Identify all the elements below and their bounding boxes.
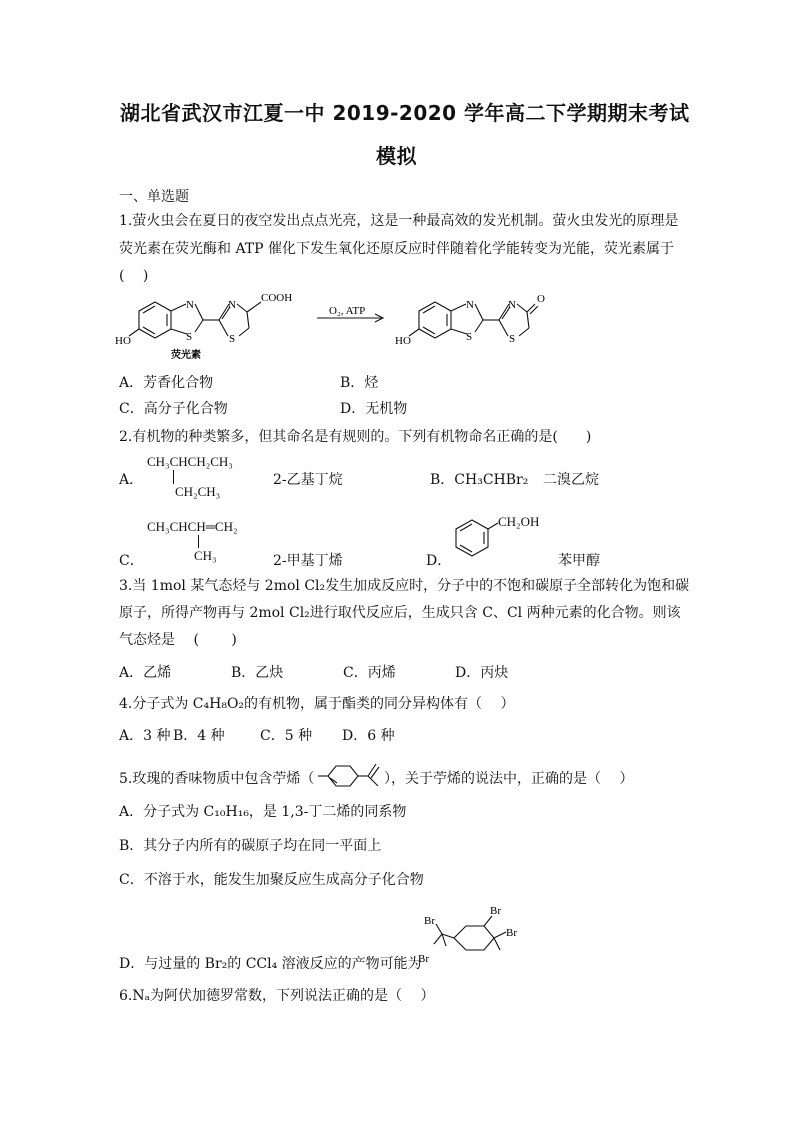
q1-line3: ( ): [119, 268, 149, 284]
q1-line2: 荧光素在荧光酶和 ATP 催化下发生氧化还原反应时伴随着化学能转变为光能，荧光素属于: [119, 241, 675, 257]
label-br: Br: [506, 927, 517, 939]
q4-option-d[interactable]: D．6 种: [342, 728, 395, 744]
label-br: Br: [418, 953, 429, 965]
label-n: N: [466, 299, 474, 311]
label-br: Br: [490, 905, 501, 917]
q4-option-a[interactable]: A．3 种: [119, 728, 171, 744]
q1-option-b[interactable]: B．烃: [340, 375, 379, 391]
label-s: S: [186, 331, 193, 343]
q5-option-d[interactable]: D．与过量的 Br₂的 CCl₄ 溶液反应的产物可能为: [119, 956, 422, 972]
q3-option-a[interactable]: A．乙烯: [119, 665, 172, 681]
q4-stem: 4.分子式为 C₄H₈O₂的有机物，属于酯类的同分异构体有（ ）: [119, 696, 515, 712]
label-n: N: [228, 299, 236, 311]
q2-option-d-label[interactable]: D．: [426, 553, 452, 569]
q2-option-d-substituent: CH₂OH: [498, 514, 540, 529]
q1-option-c[interactable]: C．高分子化合物: [119, 401, 228, 417]
q3-line2: 原子，所得产物再与 2mol Cl₂进行取代反应后，生成只含 C、Cl 两种元素的化合物。则该: [119, 605, 681, 621]
q3-line1: 3.当 1mol 某气态烃与 2mol Cl₂发生加成反应时，分子中的不饱和碳原子全部转化为饱和碳: [119, 578, 690, 594]
q2-option-c-formula-bottom: CH₃: [194, 548, 217, 563]
page-title-line2: 模拟: [376, 144, 417, 168]
q2-option-c-formula-top: CH₃CHCH═CH₂: [147, 519, 238, 534]
q2-option-c-bond: [198, 535, 199, 548]
label-s: S: [229, 333, 236, 345]
q2-option-c-name: 2-甲基丁烯: [273, 553, 343, 569]
q2-option-d-name: 苯甲醇: [558, 553, 600, 569]
q2-option-a-bond: [173, 470, 174, 484]
page-title: 湖北省武汉市江夏一中 2019-2020 学年高二下学期期末考试: [120, 101, 690, 125]
q5-stem-start: 5.玫瑰的香味物质中包含苧烯（: [119, 771, 315, 787]
q2-option-a-formula-top: CH₃CHCH₂CH₃: [147, 454, 233, 469]
q4-option-b[interactable]: B．4 种: [173, 728, 225, 744]
label-n: N: [186, 299, 194, 311]
q3-line3: 气态烃是 ( ): [119, 632, 237, 648]
label-o: O: [537, 293, 545, 305]
label-ho: HO: [395, 335, 411, 347]
label-ho: HO: [115, 335, 131, 347]
q3-option-b[interactable]: B．乙炔: [231, 665, 284, 681]
q3-option-d[interactable]: D．丙炔: [455, 665, 509, 681]
q1-reaction-scheme: [115, 284, 575, 364]
reaction-reagent: O₂, ATP: [329, 305, 366, 317]
label-cooh: COOH: [261, 292, 293, 304]
q5-option-a[interactable]: A．分子式为 C₁₀H₁₆，是 1,3-丁二烯的同系物: [119, 804, 407, 820]
limonene-structure: [316, 758, 382, 792]
q6-stem: 6.Nₐ为阿伏加德罗常数，下列说法正确的是（ ）: [119, 988, 435, 1004]
label-br: Br: [424, 915, 435, 927]
compound-name: 荧光素: [171, 350, 201, 361]
q3-option-c[interactable]: C．丙烯: [343, 665, 396, 681]
label-s: S: [466, 331, 473, 343]
q1-line1: 1.萤火虫会在夏日的夜空发出点点光亮，这是一种最高效的发光机制。萤火虫发光的原理是: [119, 213, 679, 229]
q2-stem: 2.有机物的种类繁多，但其命名是有规则的。下列有机物命名正确的是( ): [119, 429, 592, 445]
q5-option-b[interactable]: B．其分子内所有的碳原子均在同一平面上: [119, 838, 382, 854]
q4-option-c[interactable]: C．5 种: [260, 728, 313, 744]
section-heading: 一、单选题: [119, 189, 189, 205]
q1-option-a[interactable]: A．芳香化合物: [119, 375, 214, 391]
q2-option-b[interactable]: B．CH₃CHBr₂: [430, 472, 529, 488]
q2-option-b-name: 二溴乙烷: [543, 472, 599, 488]
q5-stem-end: ），关于苧烯的说法中，正确的是（ ）: [384, 771, 634, 787]
q2-option-a-name: 2-乙基丁烷: [273, 472, 343, 488]
tetrabromide-structure: [414, 900, 524, 972]
q2-option-a-label[interactable]: A．: [119, 472, 144, 488]
benzene-ring-icon: [450, 514, 500, 562]
label-s: S: [509, 333, 516, 345]
q2-option-c-label[interactable]: C．: [119, 553, 144, 569]
label-n: N: [508, 299, 516, 311]
q2-option-a-formula-bottom: CH₂CH₃: [175, 484, 221, 499]
q5-option-c[interactable]: C．不溶于水，能发生加聚反应生成高分子化合物: [119, 872, 424, 888]
q1-option-d[interactable]: D．无机物: [340, 401, 408, 417]
